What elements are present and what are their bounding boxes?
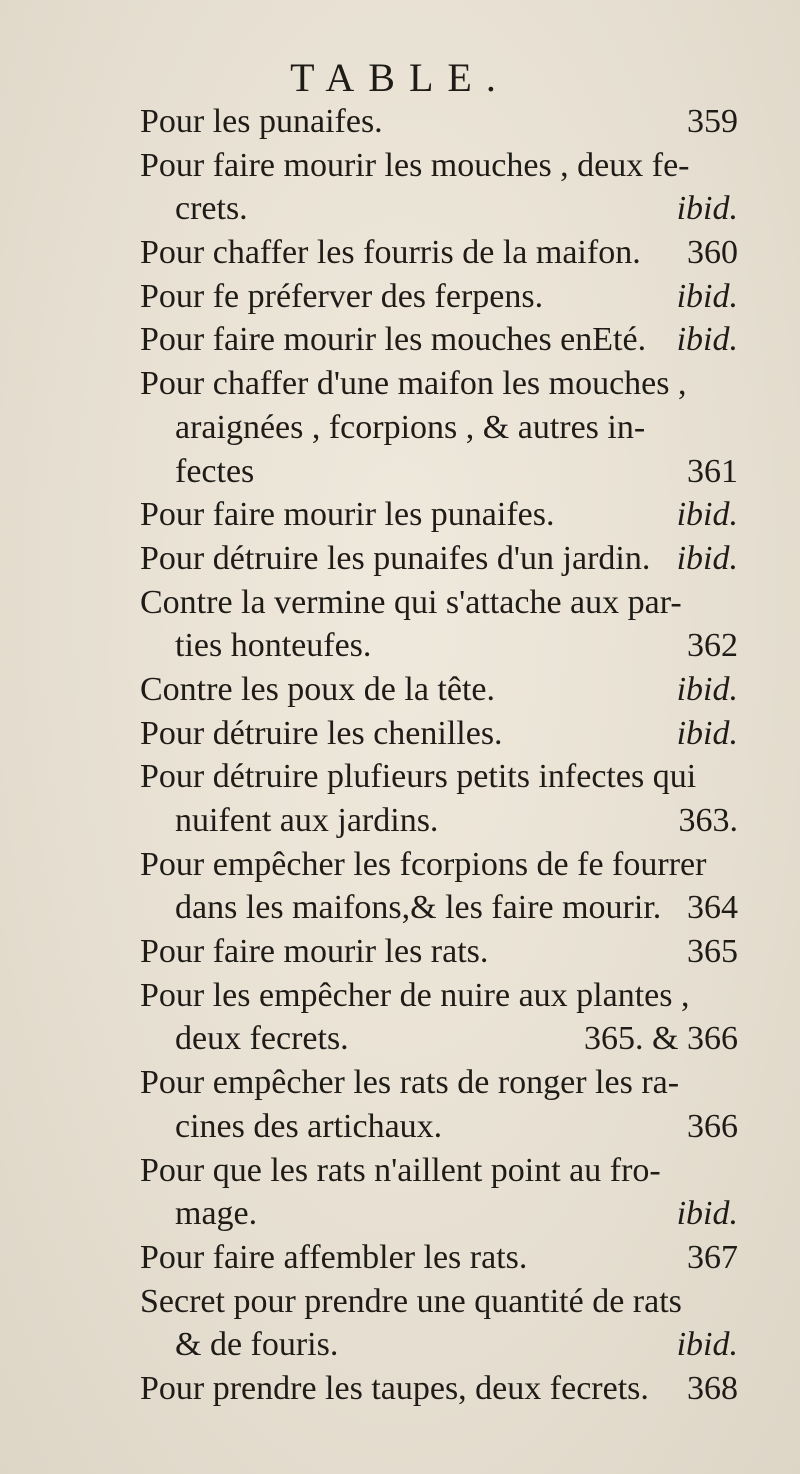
entry-text: Pour les empêcher de nuire aux plantes ,	[140, 976, 690, 1014]
index-line	[0, 1236, 800, 1280]
index-line	[0, 187, 800, 231]
entry-page-number: ibid.	[676, 496, 738, 534]
index-line	[0, 537, 800, 581]
entry-text: fectes	[175, 452, 255, 490]
entry-text: Pour chaffer les fourris de la maifon.	[140, 234, 641, 272]
index-line	[0, 1105, 800, 1149]
entry-page-number: 365. & 366	[584, 1020, 738, 1058]
entry-text: ties honteufes.	[175, 627, 372, 665]
entry-text: dans les maifons,& les faire mourir.	[175, 889, 662, 927]
table-entries	[0, 100, 800, 1411]
entry-text: crets.	[175, 190, 248, 228]
entry-page-number: ibid.	[676, 670, 738, 708]
entry-text: Pour détruire les chenilles.	[140, 714, 503, 752]
entry-page-number: ibid.	[676, 190, 738, 228]
entry-text: Pour faire mourir les rats.	[140, 933, 489, 971]
entry-page-number: ibid.	[676, 539, 738, 577]
entry-text: cines des artichaux.	[175, 1107, 443, 1145]
entry-text: araignées , fcorpions , & autres in-	[175, 408, 646, 446]
page-header: TABLE.	[290, 55, 510, 100]
entry-text: Pour détruire les punaifes d'un jardin.	[140, 539, 651, 577]
entry-text: Pour les punaifes.	[140, 103, 383, 140]
entry-text: Pour faire affembler les rats.	[140, 1238, 528, 1276]
index-line	[0, 493, 800, 537]
entry-page-number: 367	[687, 1238, 738, 1276]
entry-page-number: ibid.	[676, 1326, 738, 1364]
entry-text: Pour que les rats n'aillent point au fro-	[140, 1151, 661, 1189]
entry-page-number: ibid.	[676, 277, 738, 315]
entry-text: Pour prendre les taupes, deux fecrets.	[140, 1369, 649, 1407]
entry-text: Pour faire mourir les punaifes.	[140, 496, 555, 534]
index-line	[0, 668, 800, 712]
entry-text: Pour détruire plufieurs petits infectes qui	[140, 758, 697, 796]
entry-page-number: 360	[687, 234, 738, 272]
index-line	[0, 974, 800, 1018]
entry-text: mage.	[175, 1195, 258, 1233]
index-line	[0, 1192, 800, 1236]
entry-text: deux fecrets.	[175, 1020, 349, 1058]
entry-page-number: 363.	[678, 802, 738, 839]
entry-text: Pour fe préferver des ferpens.	[140, 277, 544, 315]
entry-text: Pour chaffer d'une maifon les mouches ,	[140, 365, 687, 403]
index-line	[0, 231, 800, 275]
index-line	[0, 362, 800, 406]
entry-text: Contre les poux de la tête.	[140, 670, 496, 708]
entry-page-number: ibid.	[676, 321, 738, 359]
entry-text: Pour faire mourir les mouches enEté.	[140, 321, 647, 359]
entry-page-number: ibid.	[676, 714, 738, 752]
index-line	[0, 406, 800, 450]
index-line	[0, 581, 800, 625]
index-line	[0, 755, 800, 799]
index-line	[0, 1061, 800, 1105]
index-line	[0, 799, 800, 843]
index-line	[0, 843, 800, 887]
entry-text: nuifent aux jardins.	[175, 802, 439, 839]
entry-text: Pour faire mourir les mouches , deux fe-	[140, 146, 690, 184]
index-line	[0, 450, 800, 494]
index-line	[0, 624, 800, 668]
entry-page-number: 364	[687, 889, 738, 927]
index-line	[0, 1367, 800, 1411]
entry-page-number: 361	[687, 452, 738, 490]
entry-page-number: ibid.	[676, 1195, 738, 1233]
entry-page-number: 362	[687, 627, 738, 665]
entry-page-number: 366	[687, 1107, 738, 1145]
entry-text: Secret pour prendre une quantité de rats	[140, 1282, 682, 1320]
index-line	[0, 318, 800, 362]
index-line	[0, 930, 800, 974]
entry-page-number: 359	[687, 103, 738, 140]
index-line	[0, 1149, 800, 1193]
index-line	[0, 1280, 800, 1324]
index-line	[0, 144, 800, 188]
entry-page-number: 368	[687, 1369, 738, 1407]
index-line	[0, 1017, 800, 1061]
entry-text: Pour empêcher les rats de ronger les ra-	[140, 1064, 680, 1102]
index-line	[0, 275, 800, 319]
index-line	[0, 1323, 800, 1367]
entry-page-number: 365	[687, 933, 738, 971]
index-line	[0, 100, 800, 144]
entry-text: Pour empêcher les fcorpions de fe fourrer	[140, 845, 707, 883]
entry-text: Contre la vermine qui s'attache aux par-	[140, 583, 682, 621]
index-line	[0, 712, 800, 756]
index-line	[0, 886, 800, 930]
entry-text: & de fouris.	[175, 1326, 339, 1364]
